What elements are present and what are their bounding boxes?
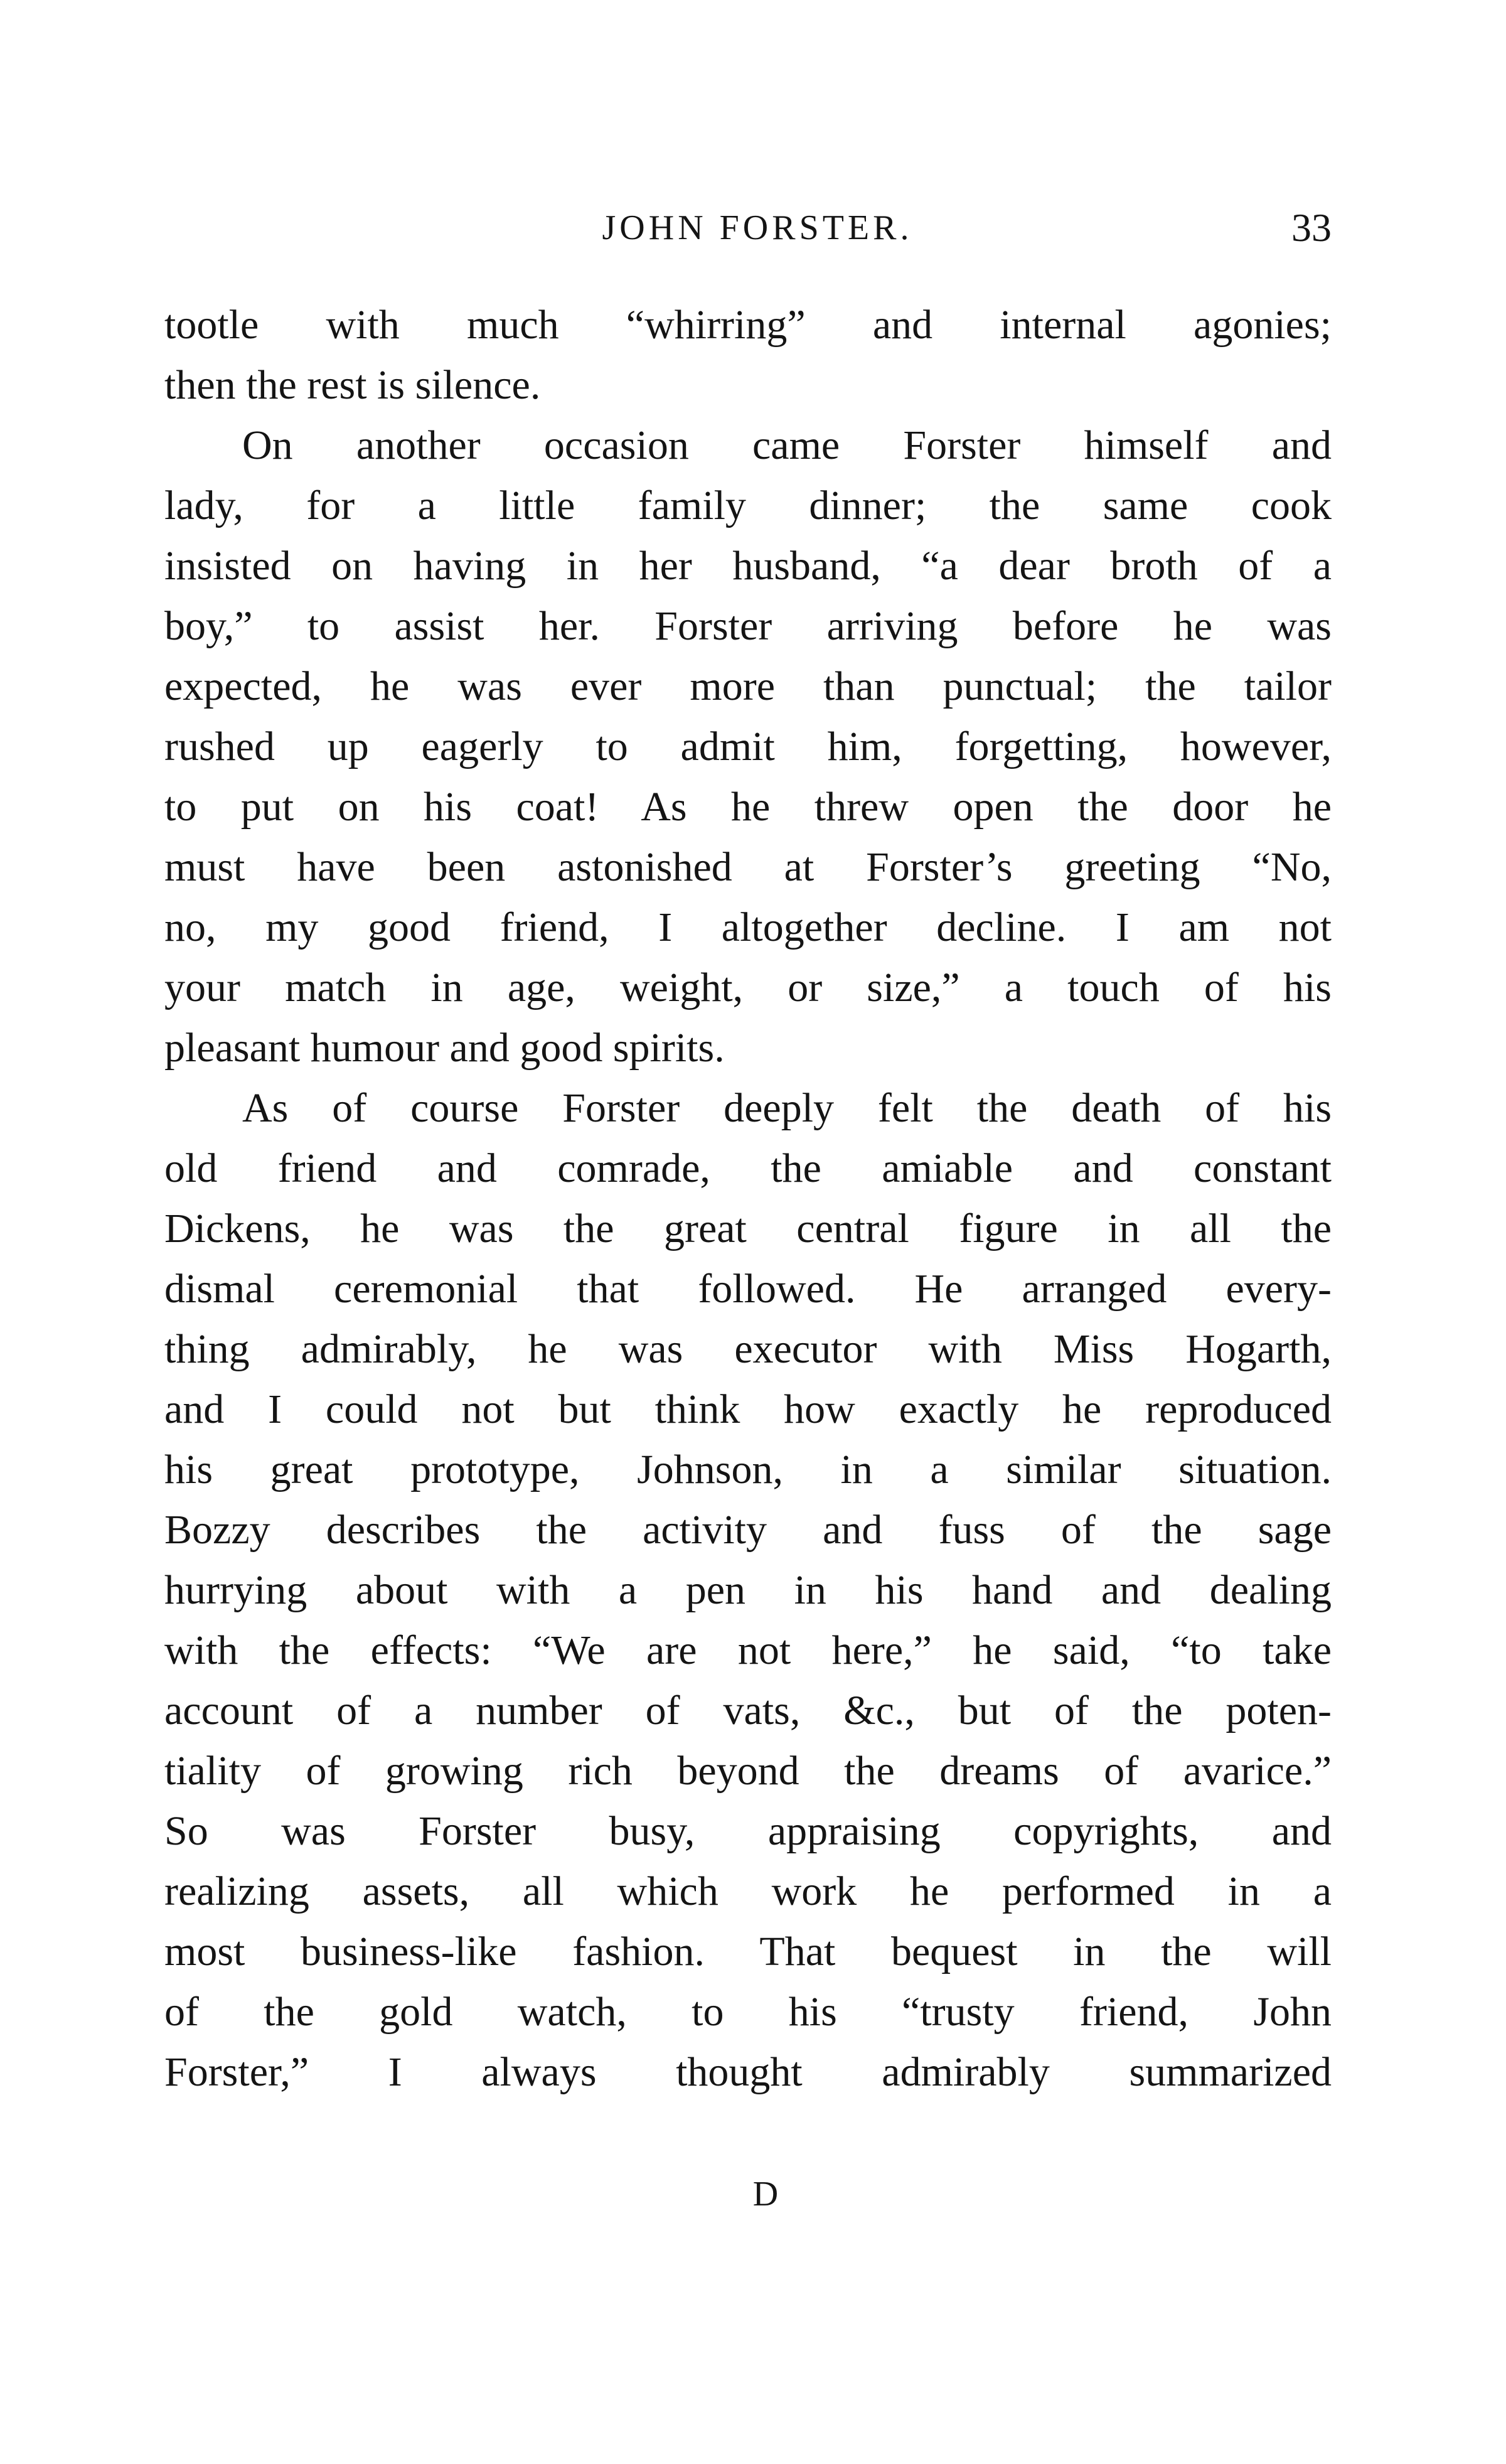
text-line: to put on his coat! As he threw open the door he [164, 784, 1332, 830]
text-line: most business-like fashion. That bequest in the will [164, 1929, 1332, 1974]
text-line: lady, for a little family dinner; the same cook [164, 483, 1332, 528]
text-line: dismal ceremonial that followed. He arranged every- [164, 1266, 1332, 1312]
text-line: Dickens, he was the great central figure in all the [164, 1206, 1332, 1251]
text-line: his great prototype, Johnson, in a similar situation. [164, 1447, 1332, 1492]
text-line: On another occasion came Forster himself and [242, 422, 1332, 468]
text-line: tootle with much “whirring” and internal agonies; [164, 302, 1332, 348]
signature-mark: D [752, 2175, 779, 2214]
text-line: boy,” to assist her. Forster arriving before he was [164, 603, 1332, 649]
text-line: pleasant humour and good spirits. [164, 1025, 725, 1071]
text-line: thing admirably, he was executor with Miss Hogarth, [164, 1326, 1332, 1372]
text-line: realizing assets, all which work he performed in a [164, 1868, 1332, 1914]
text-line: then the rest is silence. [164, 362, 541, 408]
text-line: your match in age, weight, or size,” a touch of his [164, 965, 1332, 1010]
text-line: old friend and comrade, the amiable and constant [164, 1145, 1332, 1191]
text-line: Forster,” I always thought admirably summarized [164, 2049, 1332, 2095]
body-text [164, 295, 1332, 2102]
text-line: Bozzy describes the activity and fuss of the sage [164, 1507, 1332, 1553]
text-line: hurrying about with a pen in his hand and dealing [164, 1567, 1332, 1613]
text-line: tiality of growing rich beyond the dreams of avarice.” [164, 1748, 1332, 1794]
text-line: with the effects: “We are not here,” he said, “to take [164, 1627, 1332, 1673]
page-number: 33 [1291, 205, 1332, 250]
text-line: As of course Forster deeply felt the death of his [242, 1085, 1332, 1131]
text-line: of the gold watch, to his “trusty friend, John [164, 1989, 1332, 2035]
page-header [164, 200, 1332, 256]
text-line: So was Forster busy, appraising copyrights, and [164, 1808, 1332, 1854]
text-line: rushed up eagerly to admit him, forgetting, however, [164, 724, 1332, 769]
running-head: JOHN FORSTER. [602, 208, 913, 247]
text-line: must have been astonished at Forster’s greeting “No, [164, 844, 1332, 890]
text-line: no, my good friend, I altogether decline. I am not [164, 904, 1332, 950]
text-line: expected, he was ever more than punctual; the tailor [164, 663, 1332, 709]
text-line: account of a number of vats, &c., but of the poten- [164, 1688, 1332, 1733]
text-line: and I could not but think how exactly he reproduced [164, 1386, 1332, 1432]
text-line: insisted on having in her husband, “a dear broth of a [164, 543, 1332, 589]
